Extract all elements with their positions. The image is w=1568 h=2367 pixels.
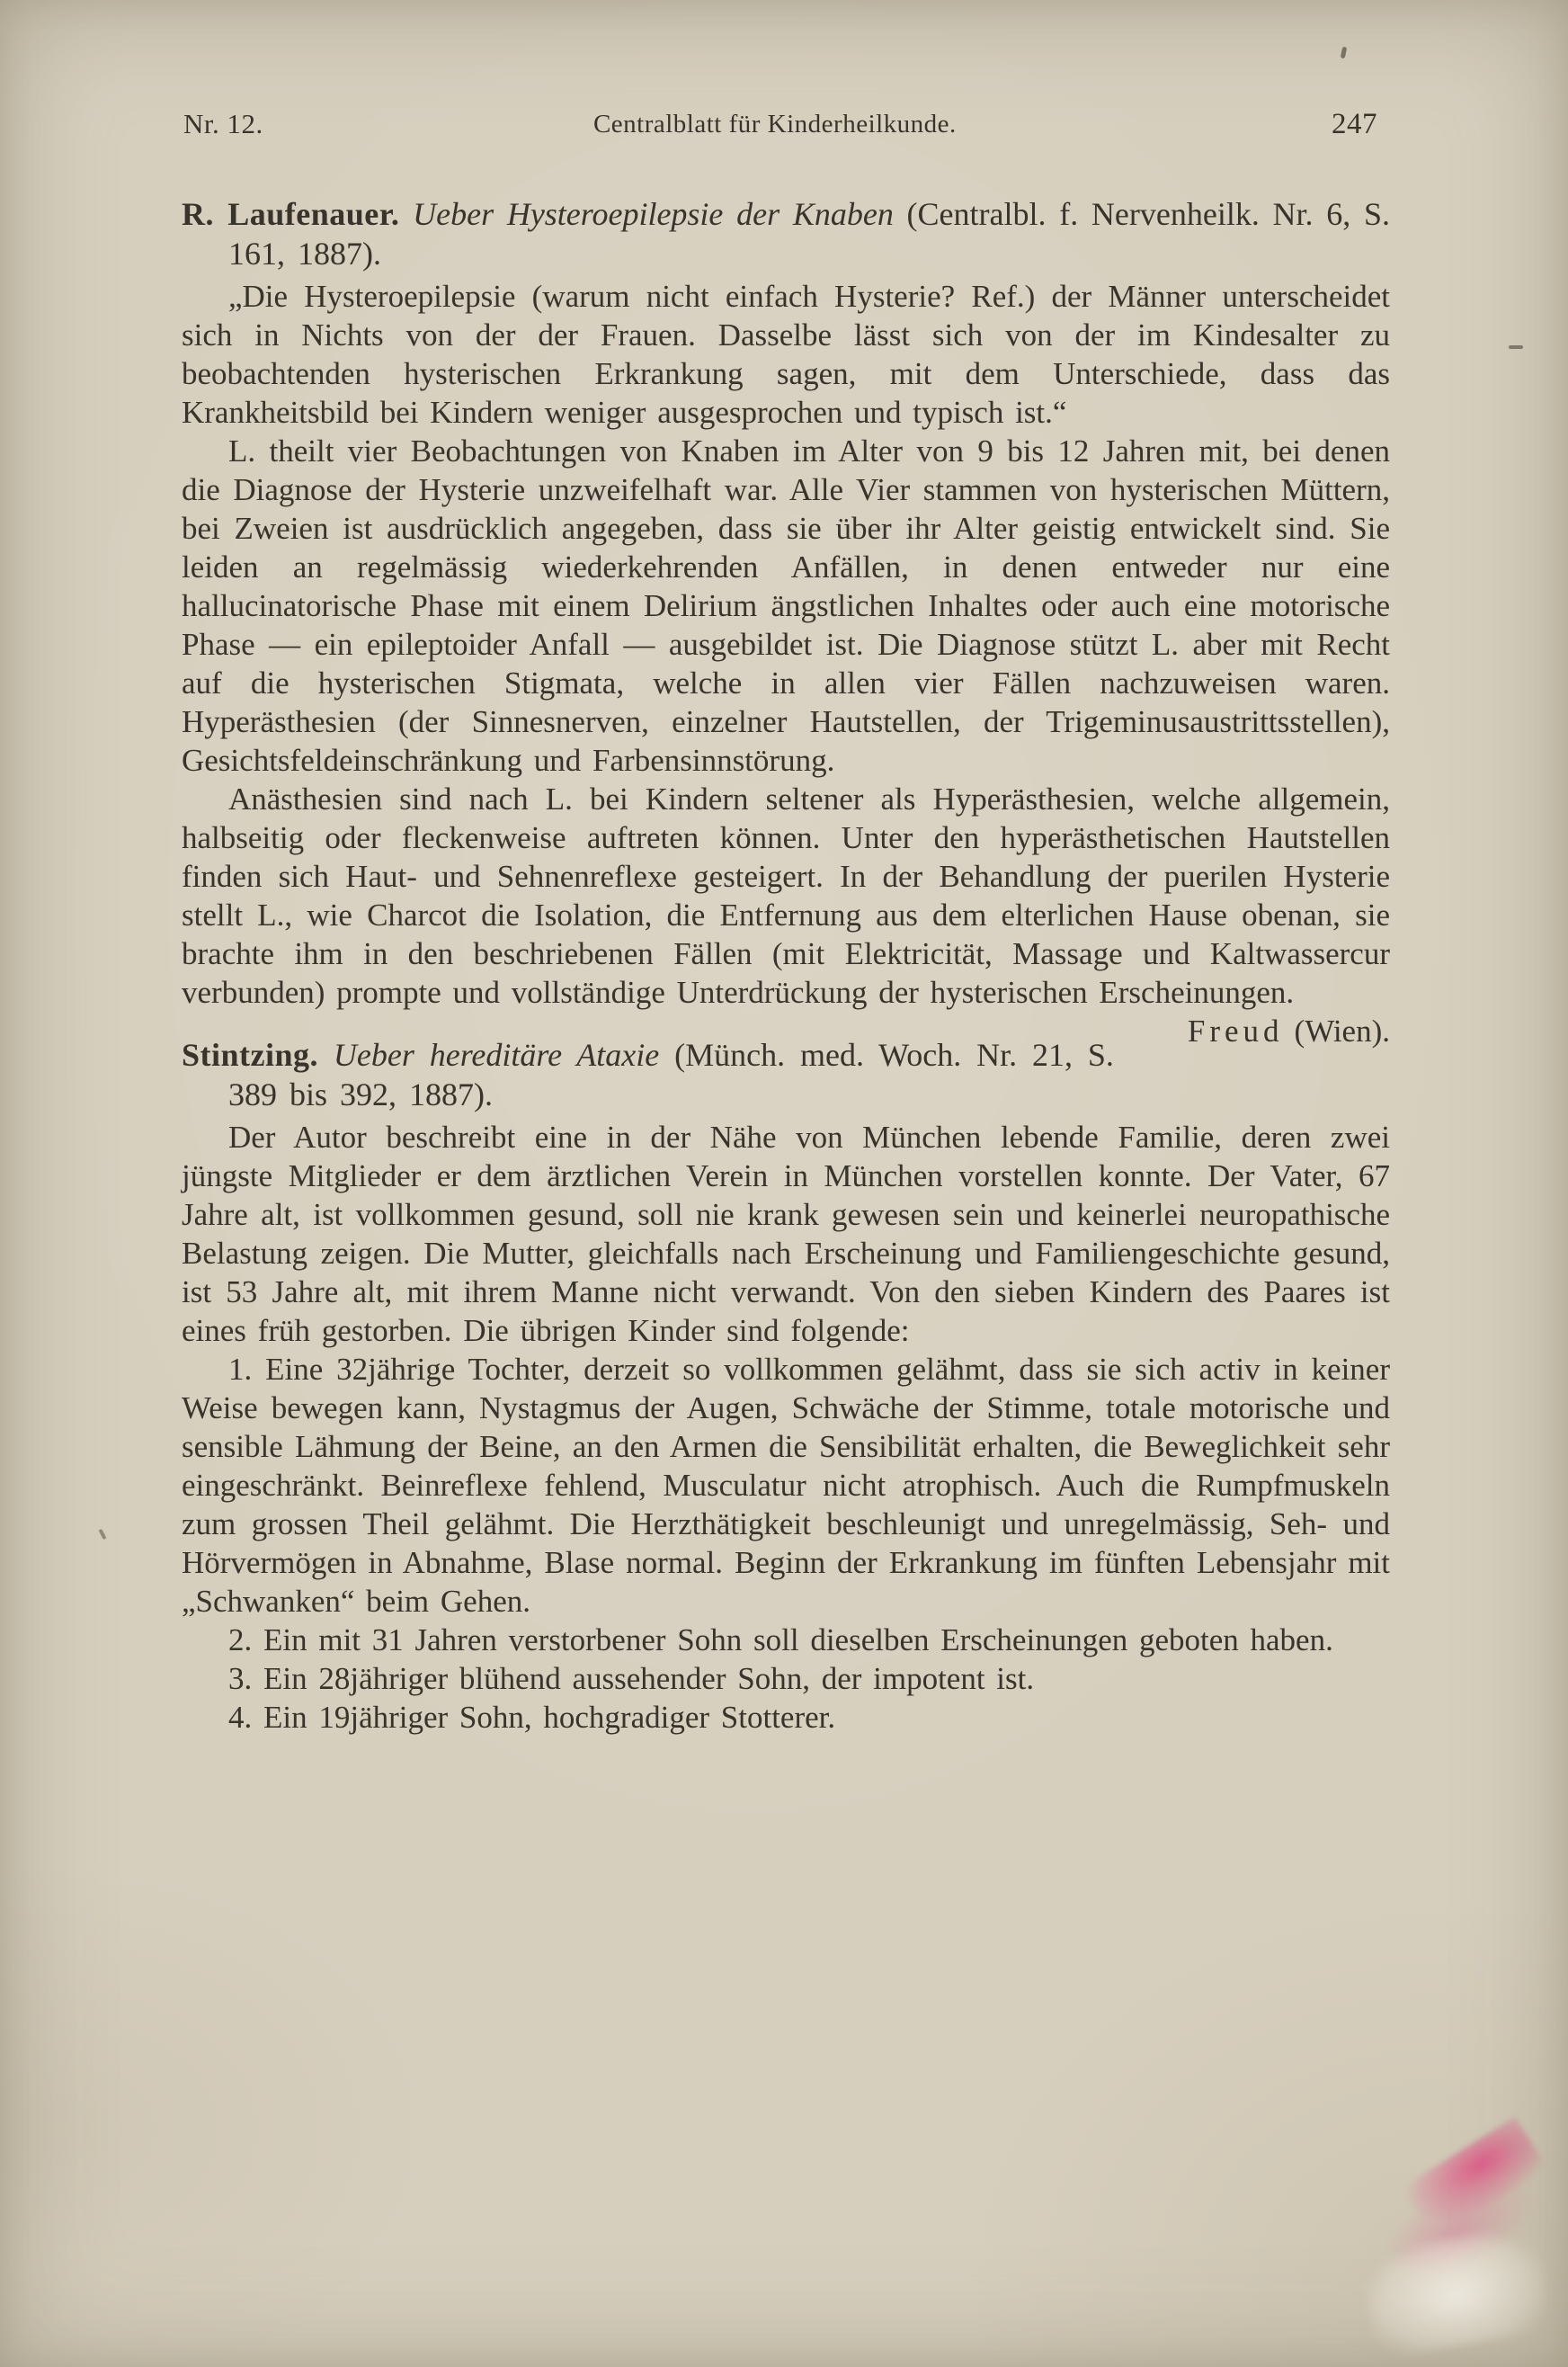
article-laufenauer [182, 194, 1391, 1049]
article-title: Ueber hereditäre Ataxie [333, 1037, 660, 1073]
referee-place: (Wien). [1294, 1014, 1390, 1049]
article-heading [182, 194, 1390, 273]
page-header [182, 108, 1390, 147]
article-citation: (Centralbl. f. Nervenheilk. Nr. 6, S. 161, 1887). [228, 196, 1391, 272]
paragraph: 2. Ein mit 31 Jahren verstorbener Sohn soll dieselben Erscheinungen geboten haben. [228, 1622, 1333, 1657]
paragraph: Der Autor beschreibt eine in der Nähe von München lebende Familie, deren zwei jüngste Mitglieder er dem ärztlichen Verein in München vorstellen konnte. Der Vater, 67 Jahre alt, ist vollkommen gesund, soll nie krank gewesen sein und keinerlei neuropathische Belastung zeigen. Die Mutter, gleichfalls nach Erscheinung und Familiengeschichte gesund, ist 53 Jahre alt, mit ihrem Manne nicht verwandt. Von den sieben Kindern des Paares ist eines früh gestorben. Die übrigen Kinder sind folgende: [182, 1120, 1390, 1348]
paragraph: „Die Hysteroepilepsie (warum nicht einfach Hysterie? Ref.) der Männer unterscheidet sich in Nichts von der der Frauen. Dasselbe lässt sich von der im Kindesalter zu beobachtenden hysterischen Erkrankung sagen, mit dem Unterschiede, dass das Krankheitsbild bei Kindern weniger ausgesprochen und typisch ist.“ [182, 279, 1390, 430]
ink-speck [1341, 47, 1348, 59]
paragraph: L. theilt vier Beobachtungen von Knaben im Alter von 9 bis 12 Jahren mit, bei denen die Diagnose der Hysterie unzweifelhaft war. Alle Vier stammen von hysterischen Müttern, bei Zweien ist ausdrücklich angegeben, dass sie über ihr Alter geistig entwickelt sind. Sie leiden an regelmässig wiederkehrenden Anfällen, in denen entweder nur eine hallucinatorische Phase mit einem Delirium ängstlichen Inhaltes oder auch eine motorische Phase — ein epileptoider Anfall — ausgebildet ist. Die Diagnose stützt L. aber mit Recht auf die hysterischen Stigmata, welche in allen vier Fällen nachzuweisen waren. Hyperästhesien (der Sinnesnerven, einzelner Hautstellen, der Trigeminusaustrittsstellen), Gesichtsfeldeinschränkung und Farbensinnstörung. [182, 433, 1390, 778]
pink-stamp-smudge [1379, 2154, 1552, 2297]
referee-signature [1114, 1012, 1390, 1050]
white-paper-smudge [1359, 2223, 1555, 2361]
paragraph: 3. Ein 28jähriger blühend aussehender Sohn, der impotent ist. [228, 1661, 1035, 1696]
pink-stamp-mark [1401, 2117, 1548, 2242]
ink-speck [1509, 345, 1523, 349]
article-stintzing [182, 1035, 1390, 1737]
article-title: Ueber Hysteroepilepsie der Knaben [413, 196, 894, 232]
page-content [182, 108, 1390, 1737]
paragraph-text: Anästhesien sind nach L. bei Kindern seltener als Hyperästhesien, welche allgemein, halbseitig oder fleckenweise auftreten können. Unter den hyperästhetischen Hautstellen finden sich Haut- und Sehnenreflexe gesteigert. In der Behandlung der puerilen Hysterie stellt L., wie Charcot die Isolation, die Entfernung aus dem elterlichen Hause obenan, sie brachte ihm in den beschriebenen Fällen (mit Elektricität, Massage und Kaltwassercur verbunden) prompte und vollständige Unterdrückung der hysterischen Erscheinungen. [182, 782, 1390, 1010]
ink-speck [98, 1529, 106, 1540]
issue-number: Nr. 12. [183, 108, 263, 139]
paragraph: 1. Eine 32jährige Tochter, derzeit so vollkommen gelähmt, dass sie sich activ in keiner Weise bewegen kann, Nystagmus der Augen, Schwäche der Stimme, totale motorische und sensible Lähmung der Beine, an den Armen die Sensibilität erhalten, die Beweglichkeit sehr eingeschränkt. Beinreflexe fehlend, Musculatur nicht atrophisch. Auch die Rumpfmuskeln zum grossen Theil gelähmt. Die Herzthätigkeit beschleunigt und unregelmässig, Seh- und Hörvermögen in Abnahme, Blase normal. Beginn der Erkrankung im fünften Lebensjahr mit „Schwanken“ beim Gehen. [182, 1352, 1390, 1619]
author-name: Stintzing. [182, 1037, 319, 1073]
paragraph [182, 780, 1390, 1049]
journal-title: Centralblatt für Kinderheilkunde. [592, 110, 957, 138]
article-citation: (Münch. med. Woch. Nr. 21, S. 389 bis 392, 1887). [228, 1037, 1114, 1112]
author-name: R. Laufenauer. [182, 196, 400, 232]
paragraph: 4. Ein 19jähriger Sohn, hochgradiger Stotterer. [228, 1700, 836, 1735]
page-number: 247 [1332, 108, 1377, 140]
referee-name: Freud [1187, 1014, 1284, 1049]
